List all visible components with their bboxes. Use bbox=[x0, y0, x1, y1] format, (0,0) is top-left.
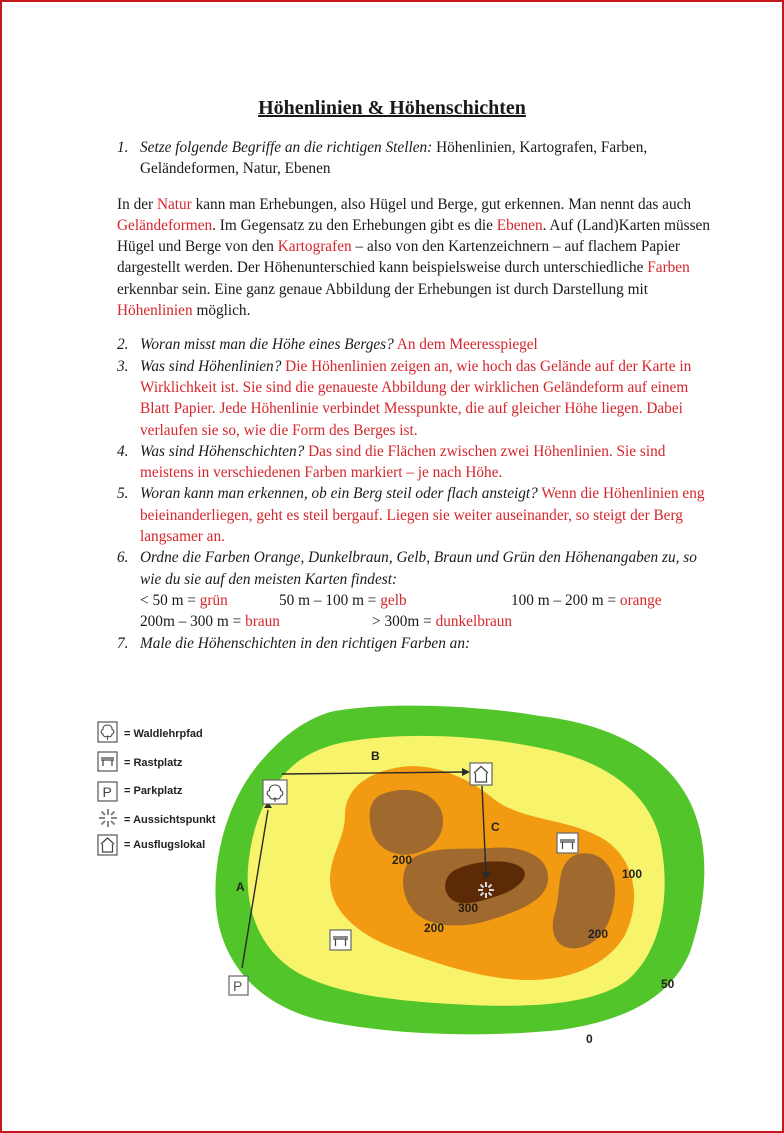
question-4 bbox=[117, 441, 717, 484]
question-text: Woran kann man erkennen, ob ein Berg steil oder flach ansteigt? bbox=[140, 485, 538, 503]
paragraph-text: möglich. bbox=[192, 302, 251, 320]
elevation-label-100: 100 bbox=[622, 867, 643, 881]
question-number: 4. bbox=[117, 442, 129, 460]
answer-farben: Farben bbox=[647, 259, 690, 277]
color-answer: braun bbox=[245, 613, 280, 631]
answer-gelaendeformen: Geländeformen bbox=[117, 216, 213, 234]
color-entry bbox=[140, 611, 372, 632]
height-range: < 50 m = bbox=[140, 591, 200, 609]
question-text: Was sind Höhenlinien? bbox=[140, 357, 282, 375]
question-number: 7. bbox=[117, 634, 129, 652]
answer-text: Das sind die Flächen zwischen zwei Höhenlinien. Sie sind meistens in verschiedenen Farben markiert – je nach Höhe. bbox=[140, 442, 666, 482]
color-answer: gelb bbox=[380, 591, 407, 609]
answer-text: Die Höhenlinien zeigen an, wie hoch das Gelände auf der Karte in Wirklichkeit ist. Sie sind die genaueste Abbildung der wirklichen Geländeform auf einem Blatt Papier. Jede Höhenlinie verbindet Messpunkte, die auf gleicher Höhe liegen. Dabei verlaufen sie so, wie die Form des Berges ist. bbox=[140, 357, 692, 439]
height-range: 50 m – 100 m = bbox=[279, 591, 381, 609]
color-entry bbox=[279, 590, 511, 611]
legend-label: = Parkplatz bbox=[124, 785, 183, 797]
question-1-prompt: Setze folgende Begriffe an die richtigen Stellen: bbox=[140, 139, 433, 156]
paragraph-text: In der bbox=[117, 195, 157, 213]
parking-icon bbox=[98, 782, 117, 801]
legend-label: = Aussichtspunkt bbox=[124, 814, 216, 826]
elevation-label-300: 300 bbox=[458, 901, 479, 915]
height-range: 100 m – 200 m = bbox=[511, 591, 620, 609]
question-text: Ordne die Farben Orange, Dunkelbraun, Gelb, Braun und Grün den Höhenangaben zu, so wie du sie auf den meisten Karten findest: bbox=[140, 549, 697, 588]
paragraph-text: – also von den Kartenzeichnern – auf flachem Papier dargestellt werden. Der Höhenunterschied kann beispielsweise durch unterschiedliche bbox=[117, 238, 680, 277]
forest-trail-icon bbox=[263, 780, 287, 804]
fill-in-paragraph bbox=[117, 194, 717, 322]
contour-map bbox=[0, 690, 784, 1060]
bench-icon bbox=[557, 833, 578, 853]
elevation-label-0: 0 bbox=[586, 1032, 593, 1046]
question-text: Was sind Höhenschichten? bbox=[140, 442, 305, 460]
legend-label: = Ausflugslokal bbox=[124, 839, 206, 851]
map-legend bbox=[98, 722, 216, 855]
svg-text:P: P bbox=[102, 784, 112, 800]
answer-text: An dem Meeresspiegel bbox=[393, 336, 538, 354]
worksheet-title: Höhenlinien & Höhenschichten bbox=[258, 97, 526, 119]
question-3 bbox=[117, 356, 717, 441]
color-entry bbox=[372, 613, 512, 630]
paragraph-text: kann man Erhebungen, also Hügel und Berge, gut erkennen. Man nennt das auch bbox=[191, 195, 692, 213]
color-entry bbox=[511, 592, 662, 609]
question-number: 3. bbox=[117, 357, 129, 375]
viewpoint-icon bbox=[99, 809, 117, 827]
elevation-label-200: 200 bbox=[392, 853, 413, 867]
question-number: 6. bbox=[117, 549, 129, 567]
color-entry bbox=[140, 590, 279, 611]
forest-trail-icon bbox=[98, 722, 117, 742]
worksheet-content bbox=[117, 137, 717, 654]
restaurant-icon bbox=[98, 835, 117, 855]
answer-natur: Natur bbox=[156, 195, 192, 213]
legend-label: = Rastplatz bbox=[124, 757, 183, 769]
answer-ebenen: Ebenen bbox=[496, 216, 543, 234]
color-answer: grün bbox=[199, 591, 228, 609]
paragraph-text: . Auf (Land)Karten müssen Hügel und Berge von den bbox=[117, 216, 710, 256]
question-5 bbox=[117, 483, 717, 547]
parking-symbol: P bbox=[233, 978, 243, 994]
parking-icon bbox=[229, 976, 248, 995]
answer-text: Wenn die Höhenlinien eng beieinanderliegen, geht es steil bergauf. Liegen sie weiter auseinander, so steigt der Berg langsamer an. bbox=[140, 485, 705, 546]
question-7 bbox=[117, 633, 717, 654]
question-text: Male die Höhenschichten in den richtigen Farben an: bbox=[140, 634, 471, 652]
question-number: 2. bbox=[117, 336, 129, 354]
color-answer: dunkelbraun bbox=[435, 613, 513, 631]
color-answer: orange bbox=[619, 591, 662, 609]
paragraph-text: . Im Gegensatz zu den Erhebungen gibt es die bbox=[212, 216, 497, 234]
elevation-label-200: 200 bbox=[588, 927, 609, 941]
color-row-1 bbox=[140, 590, 717, 611]
route-label-c: C bbox=[491, 820, 500, 834]
question-1-terms: Höhenlinien, Kartografen, Farben, Geländeformen, Natur, Ebenen bbox=[140, 139, 648, 178]
question-text: Woran misst man die Höhe eines Berges? bbox=[140, 336, 394, 354]
question-number: 1. bbox=[117, 139, 129, 156]
layer-200-300m-left bbox=[370, 790, 443, 855]
question-1 bbox=[117, 137, 717, 180]
bench-icon bbox=[330, 930, 351, 950]
bench-icon bbox=[98, 752, 117, 771]
question-2 bbox=[117, 334, 717, 355]
route-label-a: A bbox=[236, 880, 245, 894]
restaurant-icon bbox=[470, 763, 492, 785]
legend-label: = Waldlehrpfad bbox=[124, 728, 203, 740]
question-number: 5. bbox=[117, 485, 129, 503]
route-label-b: B bbox=[371, 749, 380, 763]
paragraph-text: erkennbar sein. Eine ganz genaue Abbildung der Erhebungen ist durch Darstellung mit bbox=[117, 280, 648, 298]
answer-kartografen: Kartografen bbox=[277, 238, 352, 256]
question-6 bbox=[117, 547, 717, 632]
elevation-label-200: 200 bbox=[424, 921, 445, 935]
elevation-label-50: 50 bbox=[661, 977, 675, 991]
height-range: > 300m = bbox=[372, 613, 436, 631]
answer-hoehenlinien: Höhenlinien bbox=[117, 302, 193, 320]
color-row-2 bbox=[140, 611, 717, 632]
height-range: 200m – 300 m = bbox=[140, 613, 246, 631]
